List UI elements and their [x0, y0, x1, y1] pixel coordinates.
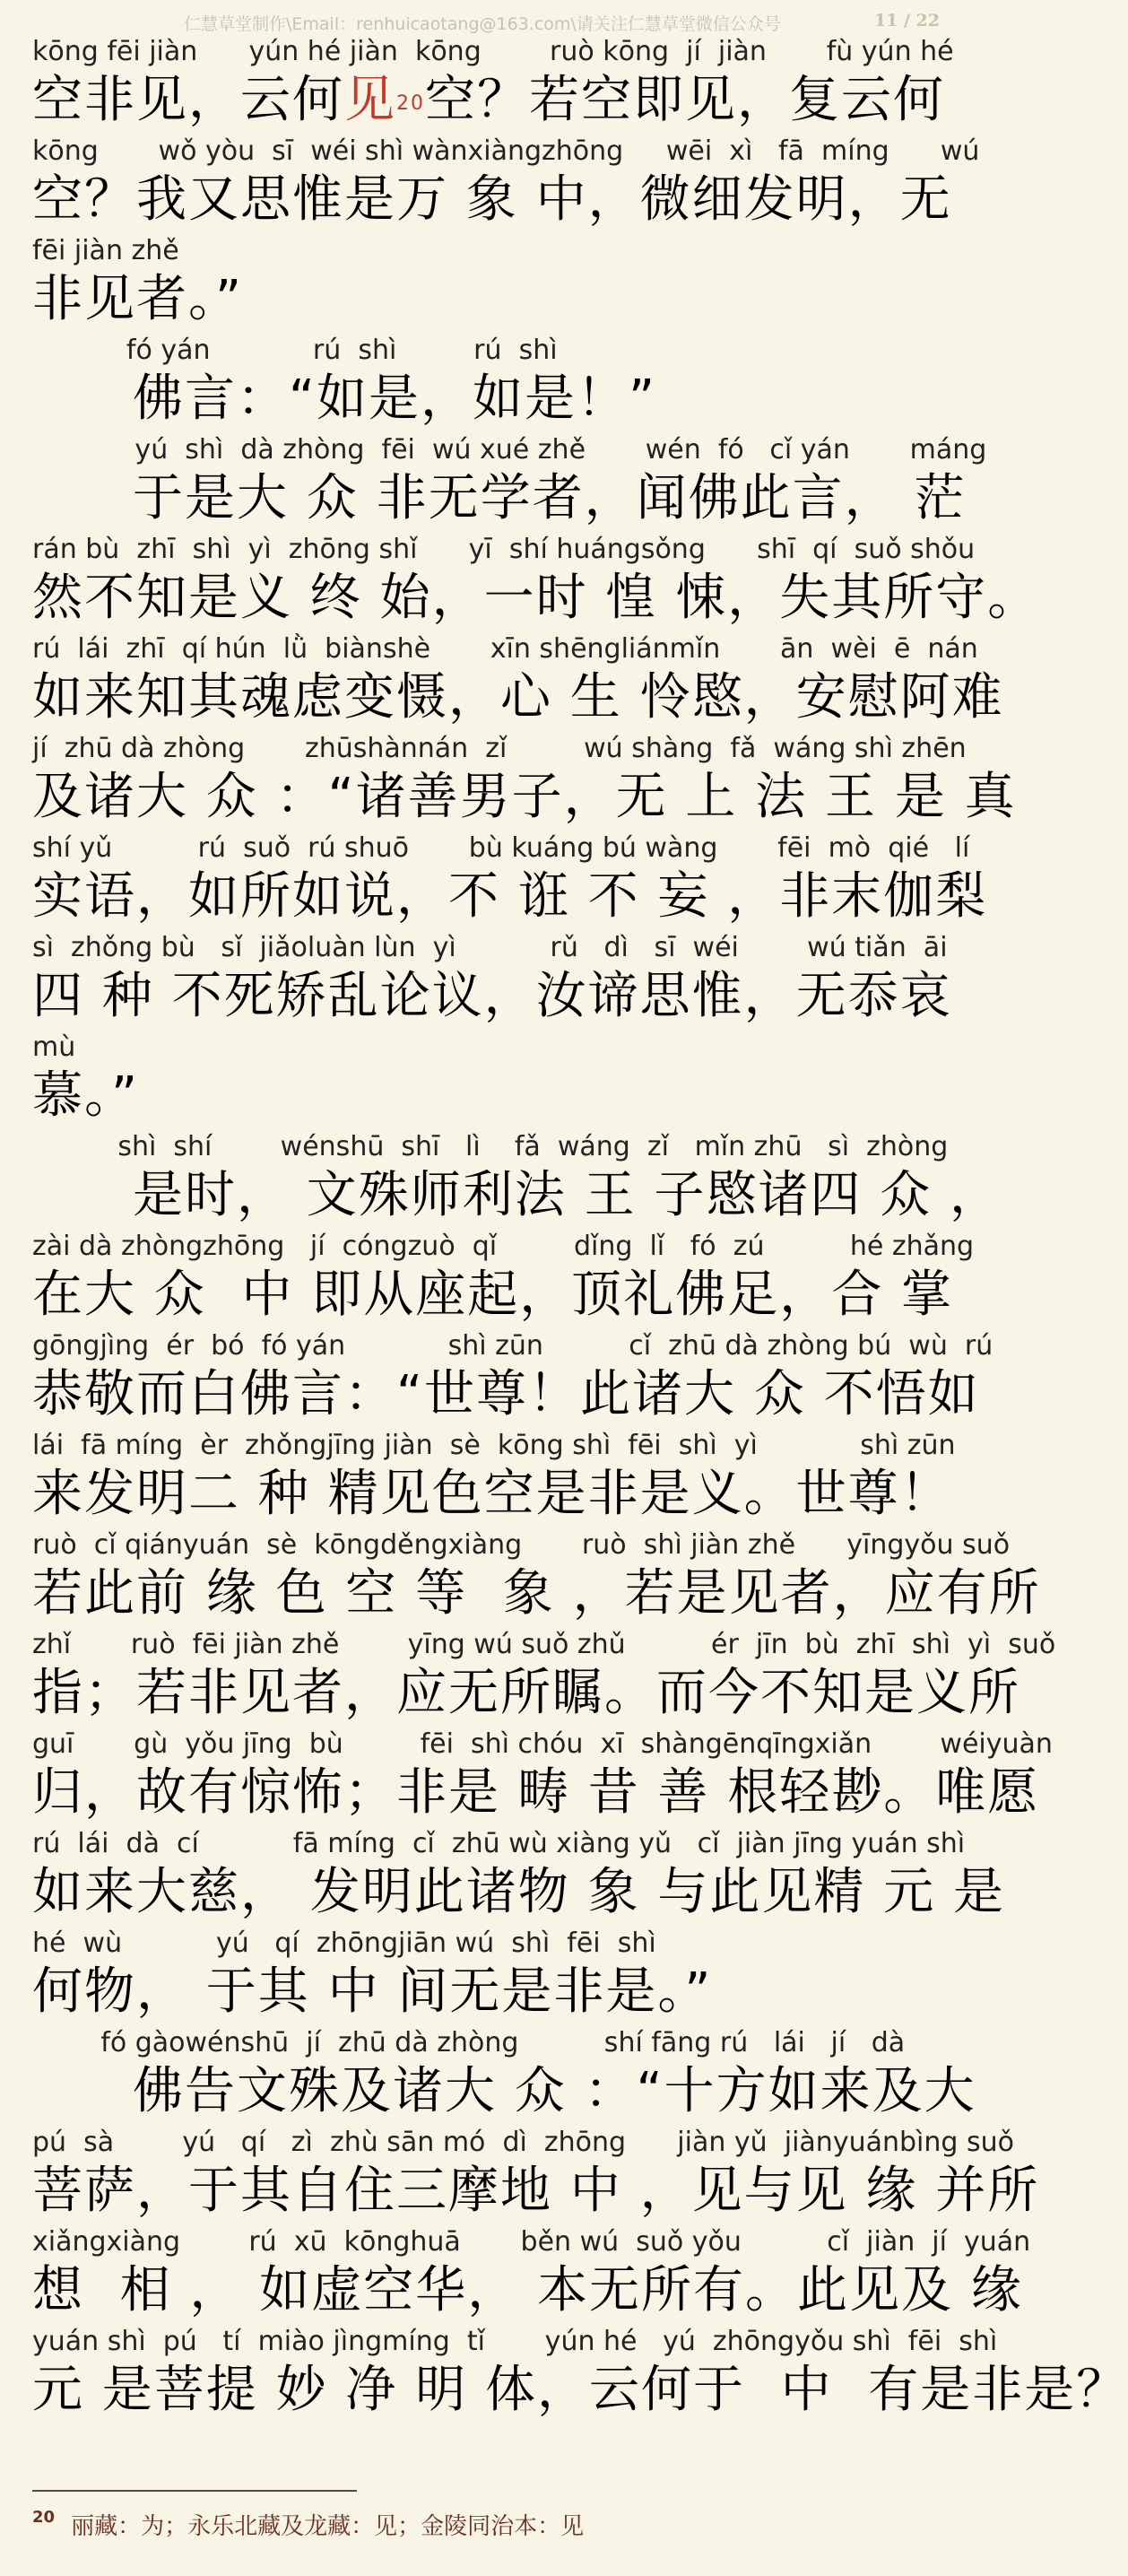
- hanzi-line: 如来知其魂虑变慑，心 生 怜愍，安慰阿难: [32, 668, 1004, 727]
- hanzi-line: 指；若非见者，应无所瞩。而今不知是义所: [32, 1664, 1020, 1722]
- hanzi-line: 空？我又思惟是万 象 中，微细发明，无: [32, 170, 952, 229]
- text-line: [32, 32, 954, 132]
- text-line: [32, 1426, 956, 1526]
- text-line: [32, 630, 1004, 729]
- text-line: [32, 2322, 1128, 2422]
- hanzi-line: [32, 72, 947, 129]
- hanzi-line: 然不知是义 终 始，一时 惶 悚，失其所守。: [32, 569, 1040, 627]
- pinyin-line: zhǐ ruò fēi jiàn zhě yīng wú suǒ zhǔ ér jīn bù zhī shì yì suǒ: [32, 1629, 1056, 1660]
- pinyin-line: pú sà yú qí zì zhù sān mó dì zhōng jiàn yǔ jiànyuánbìng suǒ: [32, 2127, 1014, 2158]
- pinyin-line: mù: [32, 1031, 76, 1063]
- hanzi-segment: 空？若空即见，复云何: [425, 71, 945, 129]
- variant-char: 见: [344, 71, 396, 129]
- footnote-text: 丽藏：为；永乐北藏及龙藏：见；金陵同治本：见: [71, 2513, 585, 2540]
- hanzi-line: 想 相 ， 如虚空华， 本无所有。此见及 缘: [32, 2261, 1023, 2319]
- text-line: [32, 829, 988, 928]
- pinyin-line: fó gàowénshū jí zhū dà zhòng shí fāng rú lái jí dà: [32, 2027, 906, 2058]
- text-line: [32, 431, 987, 530]
- hanzi-segment: 空非见，云何: [32, 71, 344, 129]
- hanzi-line: 菩萨，于其自住三摩地 中 ，见与见 缘 并所: [32, 2162, 1040, 2220]
- pinyin-line: fēi jiàn zhě: [32, 235, 179, 266]
- text-line: [32, 1127, 1002, 1227]
- hanzi-line: 恭敬而白佛言：“世尊！此诸大 众 不悟如: [32, 1365, 980, 1423]
- pinyin-line: hé wù yú qí zhōngjiān wú shì fēi shì: [32, 1928, 656, 1959]
- hanzi-line: 是时， 文殊师利法 王 子愍诸四 众 ，: [133, 1166, 1002, 1224]
- text-line: [32, 530, 1040, 630]
- hanzi-line: 实语，如所如说，不 诳 不 妄 ，非末伽梨: [32, 867, 988, 926]
- text-line: [32, 231, 947, 331]
- hanzi-line: 如来大慈， 发明此诸物 象 与此见精 元 是: [32, 1863, 1006, 1921]
- pinyin-line: yuán shì pú tí miào jìngmíng tǐ yún hé yú zhōngyǒu shì fēi shì: [32, 2326, 998, 2357]
- text-line: [32, 2123, 1040, 2223]
- text-line: [32, 132, 980, 231]
- hanzi-line: 佛言：“如是，如是！”: [133, 370, 657, 428]
- scripture-text: [32, 32, 1128, 2422]
- pinyin-line: shí yǔ rú suǒ rú shuō bù kuáng bú wàng fēi mò qié lí: [32, 832, 970, 864]
- hanzi-line: 四 种 不死矫乱论议，汝谛思惟，无忝哀: [32, 967, 952, 1025]
- header-credit: 仁慧草堂制作\Email：renhuicaotang@163.com\请关注仁慧草堂微信公众号: [184, 14, 781, 34]
- text-line: [32, 1725, 1053, 1824]
- text-line: [32, 2023, 976, 2123]
- hanzi-line: 在大 众 中 即从座起，顶礼佛足，合 掌: [32, 1266, 954, 1324]
- text-line: [32, 729, 1017, 829]
- pinyin-line: rú lái dà cí fā míng cǐ zhū wù xiàng yǔ cǐ jiàn jīng yuán shì: [32, 1828, 966, 1859]
- footnote-ref[interactable]: 20: [396, 92, 425, 115]
- pinyin-line: xiǎngxiàng rú xū kōnghuā běn wú suǒ yǒu cǐ jiàn jí yuán: [32, 2226, 1031, 2258]
- hanzi-line: 佛告文殊及诸大 众 ：“十方如来及大: [133, 2062, 976, 2120]
- pinyin-line: lái fā míng èr zhǒngjīng jiàn sè kōng shì fēi shì yì shì zūn: [32, 1430, 956, 1461]
- pinyin-line: gōngjìng ér bó fó yán shì zūn cǐ zhū dà zhòng bú wù rú: [32, 1330, 994, 1362]
- footnote-number: 20: [32, 2508, 56, 2527]
- hanzi-line: 于是大 众 非无学者，闻佛此言， 茫: [133, 469, 967, 527]
- pinyin-line: ruò cǐ qiányuán sè kōngděngxiàng ruò shì jiàn zhě yīngyǒu suǒ: [32, 1529, 1011, 1561]
- pinyin-line: sì zhǒng bù sǐ jiǎoluàn lùn yì rǔ dì sī wéi wú tiǎn āi: [32, 932, 948, 963]
- pinyin-line: kōng fēi jiàn yún hé jiàn kōng ruò kōng jí jiàn fù yún hé: [32, 36, 954, 67]
- hanzi-line: 何物， 于其 中 间无是非是。”: [32, 1962, 713, 2021]
- hanzi-line: 归，故有惊怖；非是 畴 昔 善 根轻尠。唯愿: [32, 1763, 1040, 1822]
- pinyin-line: fó yán rú shì rú shì: [32, 335, 558, 366]
- hanzi-line: 来发明二 种 精见色空是非是义。世尊！: [32, 1465, 952, 1523]
- text-line: [32, 331, 947, 431]
- text-line: [32, 928, 952, 1028]
- text-line: [32, 1227, 975, 1327]
- page-number: 11 / 22: [873, 11, 940, 30]
- text-line: [32, 1327, 994, 1426]
- text-line: [32, 2223, 1031, 2322]
- pinyin-line: shì shí wénshū shī lì fǎ wáng zǐ mǐn zhū sì zhòng: [32, 1131, 949, 1162]
- pinyin-line: yú shì dà zhòng fēi wú xué zhě wén fó cǐ yán máng: [32, 434, 987, 466]
- text-line: [32, 1824, 1006, 1924]
- footnote-divider: [32, 2490, 357, 2492]
- pinyin-line: rú lái zhī qí hún lǜ biànshè xīn shēngliánmǐn ān wèi ē nán: [32, 633, 978, 665]
- hanzi-line: 非见者。”: [32, 270, 244, 328]
- pinyin-line: kōng wǒ yòu sī wéi shì wànxiàngzhōng wēi xì fā míng wú: [32, 135, 980, 167]
- pinyin-line: guī gù yǒu jīng bù fēi shì chóu xī shàngēnqīngxiǎn wéiyuàn: [32, 1728, 1053, 1760]
- hanzi-line: 元 是菩提 妙 净 明 体，云何于 中 有是非是？: [32, 2361, 1128, 2419]
- text-line: [32, 1526, 1041, 1625]
- pinyin-line: rán bù zhī shì yì zhōng shǐ yī shí huángsǒng shī qí suǒ shǒu: [32, 534, 976, 565]
- text-line: [32, 1924, 947, 2023]
- text-line: [32, 1625, 1056, 1725]
- page-header: [0, 5, 968, 36]
- hanzi-line: 慕。”: [32, 1066, 140, 1125]
- hanzi-line: 若此前 缘 色 空 等 象 ，若是见者，应有所: [32, 1564, 1041, 1623]
- pinyin-line: jí zhū dà zhòng zhūshànnán zǐ wú shàng fǎ wáng shì zhēn: [32, 733, 967, 764]
- pinyin-line: zài dà zhòngzhōng jí cóngzuò qǐ dǐng lǐ fó zú hé zhǎng: [32, 1231, 975, 1262]
- hanzi-line: 及诸大 众 ：“诸善男子，无 上 法 王 是 真: [32, 768, 1017, 826]
- footnote: [32, 2508, 584, 2541]
- text-line: [32, 1028, 947, 1127]
